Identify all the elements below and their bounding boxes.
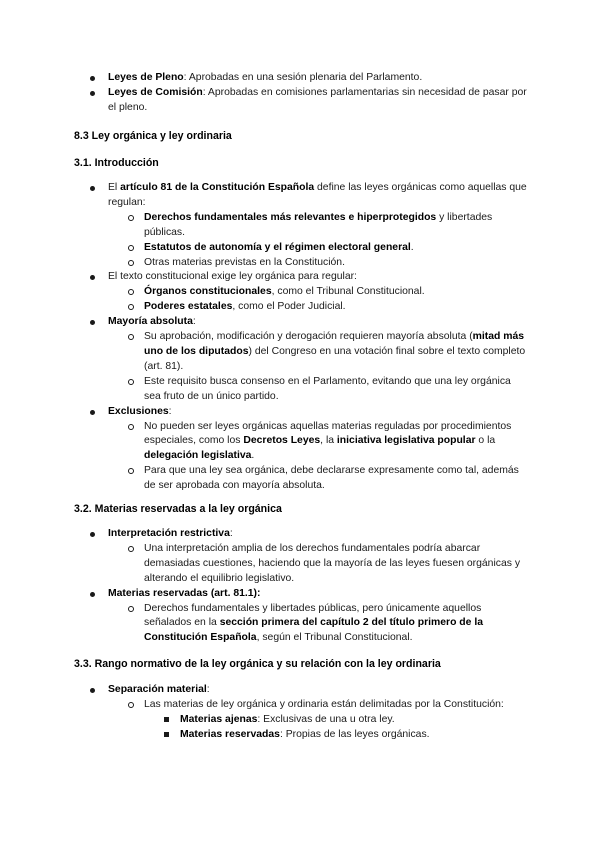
list-item: Materias ajenas: Exclusivas de una u otra ley. — [0, 713, 528, 728]
section-heading-8-3: 8.3 Ley orgánica y ley ordinaria — [74, 130, 232, 142]
list-item: Leyes de Comisión: Aprobadas en comisiones parlamentarias sin necesidad de pasar por el pleno. — [0, 86, 528, 116]
list-item: Este requisito busca consenso en el Parlamento, evitando que una ley orgánica sea fruto de un único partido. — [0, 375, 528, 405]
list-item: Leyes de Pleno: Aprobadas en una sesión plenaria del Parlamento. — [0, 71, 528, 86]
list-item: Materias reservadas: Propias de las leyes orgánicas. — [0, 728, 528, 743]
list-item: Órganos constitucionales, como el Tribunal Constitucional. — [0, 285, 528, 300]
list-item: El texto constitucional exige ley orgánica para regular: Órganos constitucionales, como el Tribunal Constitucional. Poderes estatales, como el Poder Judicial. — [0, 270, 528, 315]
section-heading-3-3: 3.3. Rango normativo de la ley orgánica y su relación con la ley ordinaria — [74, 658, 441, 670]
list-item: Derechos fundamentales y libertades públicas, pero únicamente aquellos señalados en la sección primera del capítulo 2 del título primero de la Constitución Española, según el Tribunal Constitucional. — [0, 602, 528, 647]
list-item: Mayoría absoluta: Su aprobación, modificación y derogación requieren mayoría absoluta (mitad más uno de los diputados) del Congreso en una votación final sobre el texto completo (art. 81). Este requisito busca consenso en el Parlamento, evitando que una ley orgánica sea fruto de un único partido. — [0, 315, 528, 404]
list-item: Su aprobación, modificación y derogación requieren mayoría absoluta (mitad más uno de los diputados) del Congreso en una votación final sobre el texto completo (art. 81). — [0, 330, 528, 375]
normative-rank-list — [0, 683, 600, 743]
list-item: Derechos fundamentales más relevantes e hiperprotegidos y libertades públicas. — [0, 211, 528, 241]
list-item: Exclusiones: No pueden ser leyes orgánicas aquellas materias reguladas por procedimientos especiales, como los Decretos Leyes, la iniciativa legislativa popular o la delegación legislativa. Para que una ley sea orgánica, debe declararse expresamente como tal, además de ser aprobada con mayoría absoluta. — [0, 405, 528, 494]
list-item: Las materias de ley orgánica y ordinaria están delimitadas por la Constitución: Materias ajenas: Exclusivas de una u otra ley. Materias reservadas: Propias de las leyes orgánicas. — [0, 698, 528, 743]
list-item: Separación material: Las materias de ley orgánica y ordinaria están delimitadas por la Constitución: Materias ajenas: Exclusivas de una u otra ley. Materias reservadas: Propias de las leyes orgánicas. — [0, 683, 528, 743]
list-item: Poderes estatales, como el Poder Judicial. — [0, 300, 528, 315]
list-item: Otras materias previstas en la Constitución. — [0, 256, 528, 271]
reserved-matters-list — [0, 527, 600, 646]
list-item: Para que una ley sea orgánica, debe declararse expresamente como tal, además de ser aprobada con mayoría absoluta. — [0, 464, 528, 494]
list-item: No pueden ser leyes orgánicas aquellas materias reguladas por procedimientos especiales, como los Decretos Leyes, la iniciativa legislativa popular o la delegación legislativa. — [0, 420, 528, 465]
intro-list — [0, 181, 600, 494]
list-item: Interpretación restrictiva: Una interpretación amplia de los derechos fundamentales podría abarcar demasiadas cuestiones, haciendo que la mayoría de las leyes fuesen orgánicas y alterando el equilibrio legislativo. — [0, 527, 528, 587]
list-item: Materias reservadas (art. 81.1): Derechos fundamentales y libertades públicas, pero únicamente aquellos señalados en la sección primera del capítulo 2 del título primero de la Constitución Española, según el Tribunal Constitucional. — [0, 587, 528, 647]
section-heading-3-1: 3.1. Introducción — [74, 157, 159, 169]
list-item: El artículo 81 de la Constitución Española define las leyes orgánicas como aquellas que regulan: Derechos fundamentales más relevantes e hiperprotegidos y libertades públicas. Estatutos de autonomía y el régimen electoral general. Otras materias previstas en la Constitución. — [0, 181, 528, 270]
list-item: Estatutos de autonomía y el régimen electoral general. — [0, 241, 528, 256]
list-item: Una interpretación amplia de los derechos fundamentales podría abarcar demasiadas cuestiones, haciendo que la mayoría de las leyes fuesen orgánicas y alterando el equilibrio legislativo. — [0, 542, 528, 587]
section-heading-3-2: 3.2. Materias reservadas a la ley orgánica — [74, 503, 282, 515]
top-list — [0, 71, 600, 116]
